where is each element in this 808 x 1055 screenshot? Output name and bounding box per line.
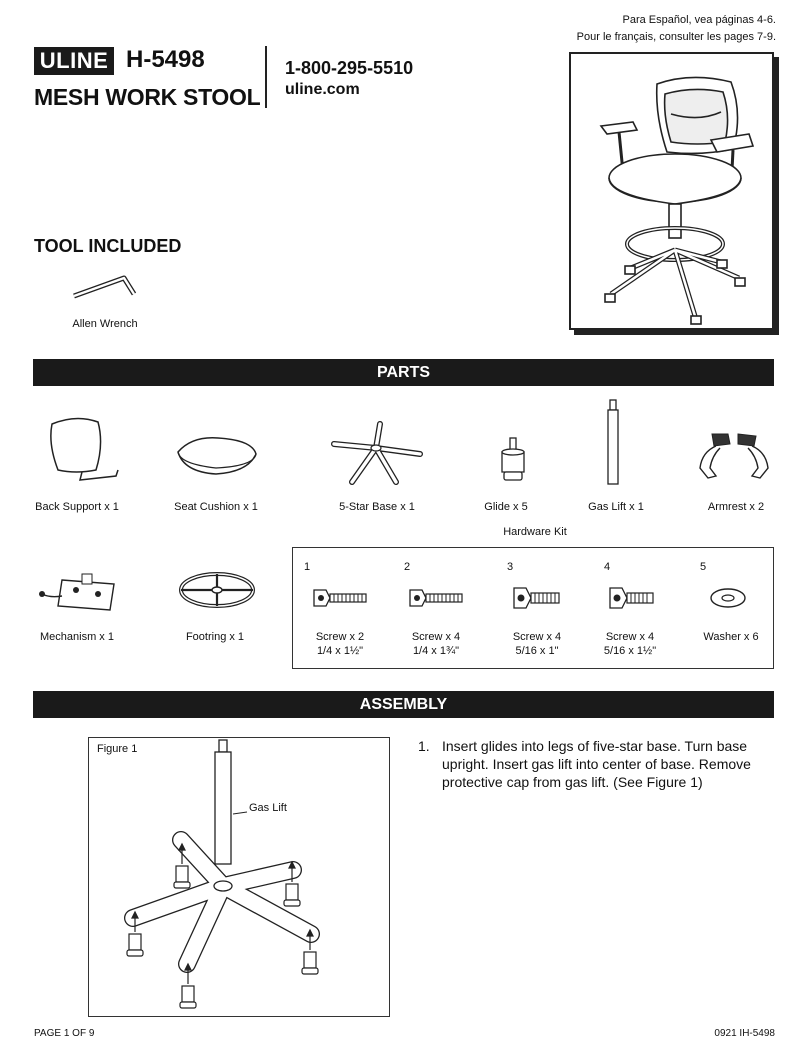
screw-icon — [606, 585, 656, 611]
assembly-step — [418, 737, 778, 791]
seat-cushion-icon — [172, 432, 262, 480]
part-label: Glide x 5 — [484, 501, 528, 513]
part-label: Footring x 1 — [185, 631, 245, 643]
hardware-number: 2 — [404, 561, 411, 573]
spanish-language-note: Para Español, vea páginas 4-6. — [622, 14, 776, 26]
parts-section-header: PARTS — [33, 359, 774, 386]
hardware-number: 1 — [304, 561, 311, 573]
product-title: MESH WORK STOOL — [34, 84, 261, 110]
star-base-icon — [326, 418, 426, 488]
hardware-size: 5/16 x 1" — [515, 645, 559, 657]
hardware-label: Screw x 4 — [605, 631, 655, 643]
assembly-section-header: ASSEMBLY — [33, 691, 774, 718]
brand-logo: ULINE — [34, 47, 114, 75]
model-number: H-5498 — [126, 46, 205, 73]
step-number: 1. — [418, 738, 430, 754]
figure-1-frame — [88, 737, 390, 1017]
assembled-stool-icon — [571, 54, 772, 328]
allen-wrench-icon — [70, 270, 140, 302]
step-text: Insert glides into legs of five-star base. Turn base upright. Insert gas lift into center of base. Remove protective cap from gas lift. (See Figure 1) — [442, 738, 751, 790]
page-number: PAGE 1 OF 9 — [34, 1028, 95, 1039]
gas-lift-icon — [600, 398, 626, 490]
armrest-icon — [694, 428, 774, 484]
website: uline.com — [285, 81, 360, 98]
part-label: Mechanism x 1 — [40, 631, 114, 643]
header-divider — [265, 46, 267, 108]
part-label: Armrest x 2 — [707, 501, 765, 513]
hardware-kit-title: Hardware Kit — [503, 526, 567, 538]
hardware-label: Screw x 2 — [315, 631, 365, 643]
hardware-size: 1/4 x 1½" — [316, 645, 364, 657]
hardware-label: Screw x 4 — [411, 631, 461, 643]
part-label: Gas Lift x 1 — [588, 501, 644, 513]
washer-icon — [708, 586, 748, 610]
glide-icon — [494, 436, 534, 486]
mechanism-icon — [36, 572, 122, 616]
stool-illustration-frame — [569, 52, 774, 330]
tool-included-heading: TOOL INCLUDED — [34, 236, 182, 256]
hardware-number: 4 — [604, 561, 611, 573]
document-code: 0921 IH-5498 — [714, 1028, 775, 1039]
screw-icon — [510, 585, 562, 611]
hardware-number: 3 — [507, 561, 514, 573]
phone-number: 1-800-295-5510 — [285, 58, 414, 78]
allen-wrench-label: Allen Wrench — [72, 318, 138, 330]
gas-lift-callout: Gas Lift — [249, 802, 287, 814]
figure-1-base-and-lift-icon — [89, 738, 389, 1016]
screw-icon — [310, 586, 368, 610]
screw-icon — [406, 586, 464, 610]
part-label: 5-Star Base x 1 — [339, 501, 415, 513]
part-label: Back Support x 1 — [35, 501, 119, 513]
hardware-label: Washer x 6 — [703, 631, 759, 643]
hardware-number: 5 — [700, 561, 707, 573]
french-language-note: Pour le français, consulter les pages 7-9. — [576, 31, 776, 43]
hardware-size: 1/4 x 1¾" — [412, 645, 460, 657]
part-label: Seat Cushion x 1 — [174, 501, 258, 513]
footring-icon — [176, 568, 258, 612]
hardware-label: Screw x 4 — [512, 631, 562, 643]
hardware-size: 5/16 x 1½" — [603, 645, 657, 657]
figure-1-label: Figure 1 — [97, 743, 138, 755]
back-support-icon — [46, 414, 126, 484]
